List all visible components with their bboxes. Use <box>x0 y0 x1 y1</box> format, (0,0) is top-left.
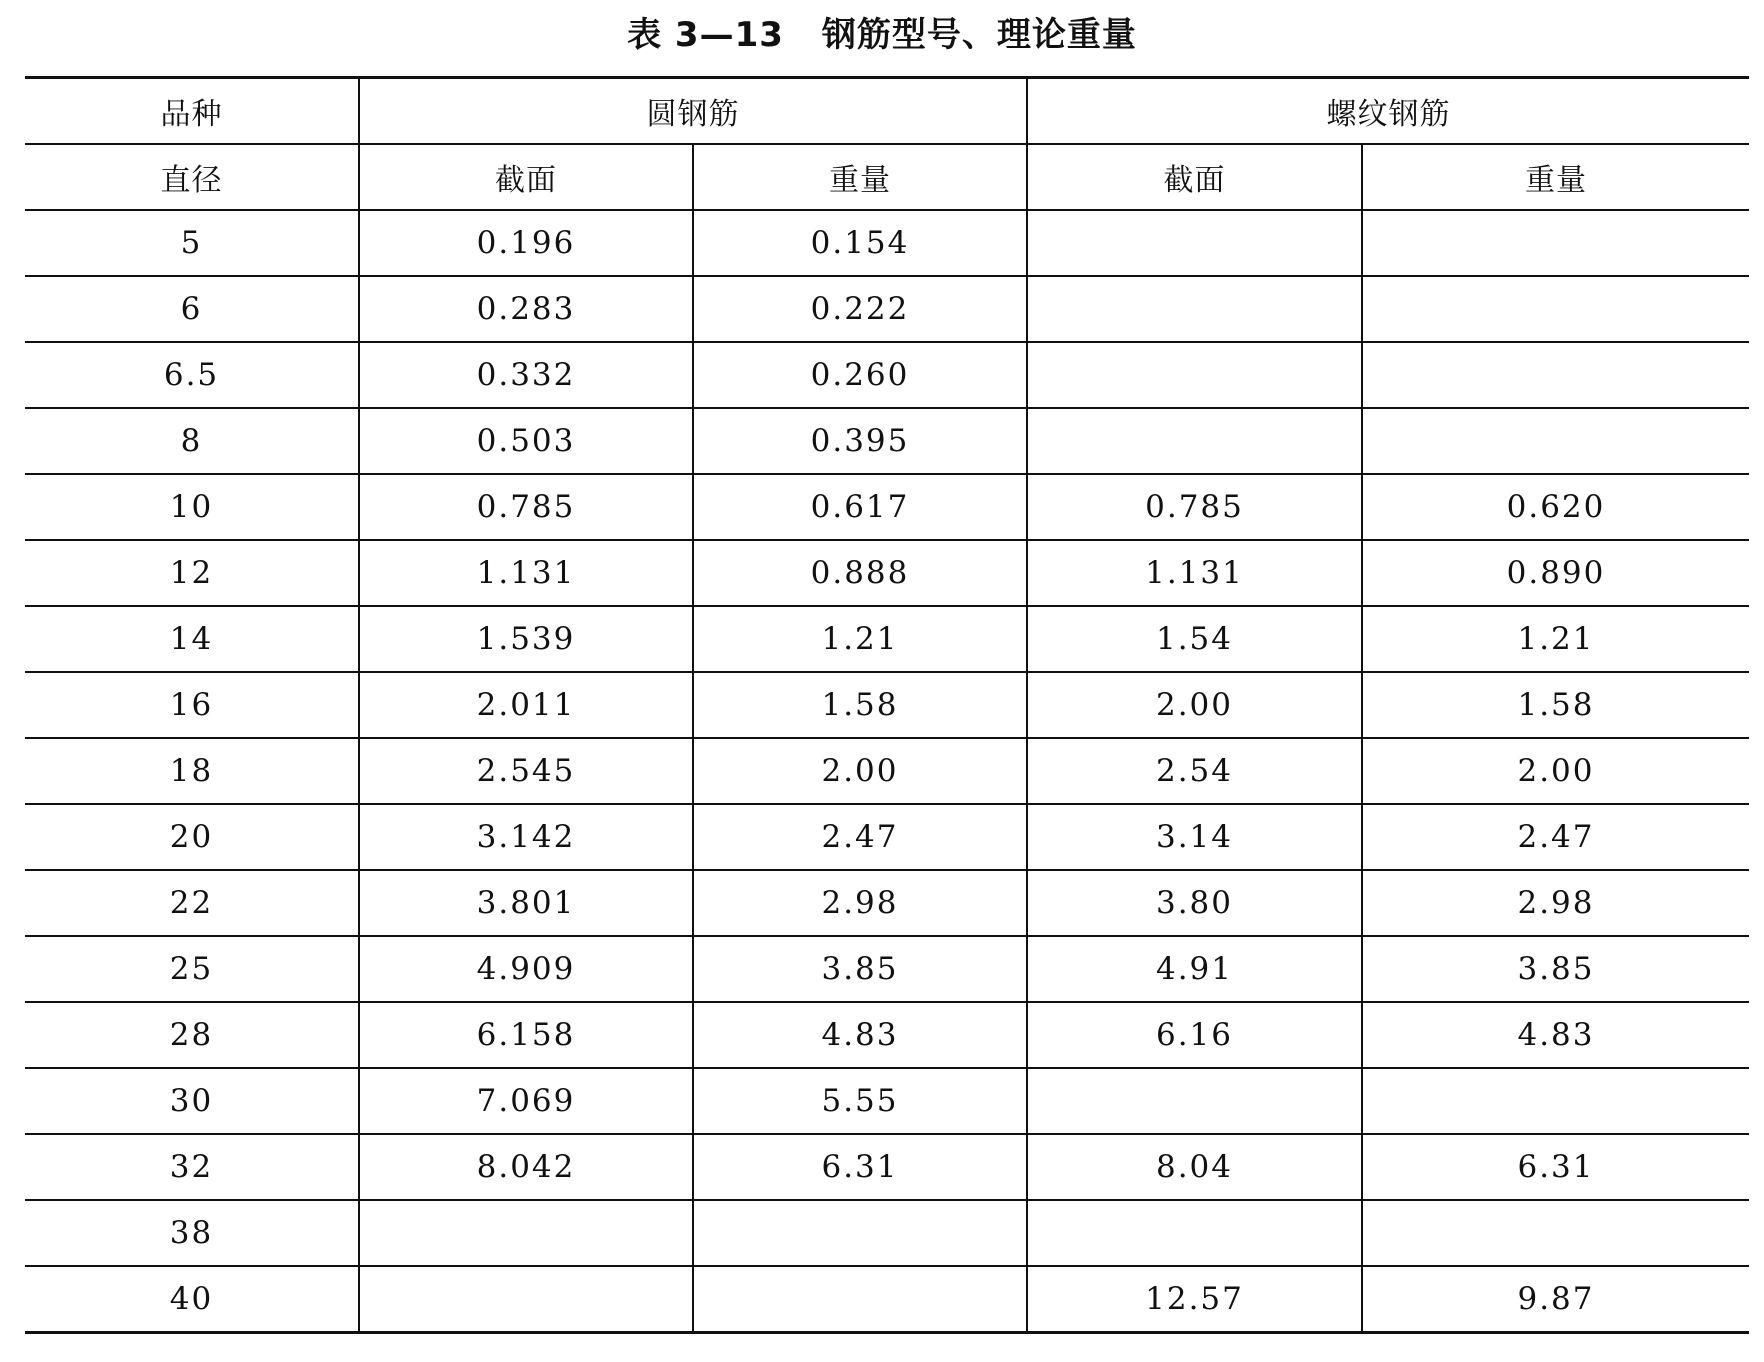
cell-ribbed-weight: 0.890 <box>1362 540 1749 606</box>
cell-diameter: 6 <box>25 276 359 342</box>
cell-round-section <box>359 1266 693 1333</box>
cell-diameter: 32 <box>25 1134 359 1200</box>
table-caption <box>0 10 1764 60</box>
cell-round-weight: 2.98 <box>693 870 1027 936</box>
cell-round-section: 2.545 <box>359 738 693 804</box>
table-row <box>25 342 1749 408</box>
cell-ribbed-section: 6.16 <box>1027 1002 1362 1068</box>
cell-ribbed-section: 0.785 <box>1027 474 1362 540</box>
cell-ribbed-weight: 4.83 <box>1362 1002 1749 1068</box>
cell-ribbed-weight: 1.21 <box>1362 606 1749 672</box>
cell-diameter: 12 <box>25 540 359 606</box>
cell-round-section: 6.158 <box>359 1002 693 1068</box>
table-row <box>25 936 1749 1002</box>
cell-round-weight: 5.55 <box>693 1068 1027 1134</box>
cell-round-weight: 0.154 <box>693 210 1027 276</box>
cell-round-weight: 2.47 <box>693 804 1027 870</box>
cell-round-weight: 0.395 <box>693 408 1027 474</box>
table-row <box>25 672 1749 738</box>
cell-round-section: 0.283 <box>359 276 693 342</box>
cell-round-section: 8.042 <box>359 1134 693 1200</box>
cell-diameter: 10 <box>25 474 359 540</box>
cell-ribbed-section: 2.00 <box>1027 672 1362 738</box>
cell-ribbed-section: 4.91 <box>1027 936 1362 1002</box>
header-row-groups <box>25 78 1749 145</box>
cell-round-section: 4.909 <box>359 936 693 1002</box>
header-ribbed-section: 截面 <box>1027 144 1362 210</box>
table-row <box>25 540 1749 606</box>
cell-diameter: 25 <box>25 936 359 1002</box>
cell-round-weight: 3.85 <box>693 936 1027 1002</box>
cell-ribbed-section <box>1027 408 1362 474</box>
cell-round-section: 1.131 <box>359 540 693 606</box>
cell-round-section <box>359 1200 693 1266</box>
table-row <box>25 276 1749 342</box>
cell-ribbed-weight: 2.00 <box>1362 738 1749 804</box>
cell-ribbed-section <box>1027 1068 1362 1134</box>
cell-round-section: 1.539 <box>359 606 693 672</box>
table-row <box>25 738 1749 804</box>
cell-ribbed-section: 1.54 <box>1027 606 1362 672</box>
cell-diameter: 5 <box>25 210 359 276</box>
cell-diameter: 38 <box>25 1200 359 1266</box>
rebar-weight-table <box>25 76 1749 1334</box>
table-number: 表 3—13 <box>627 15 784 55</box>
cell-round-weight: 2.00 <box>693 738 1027 804</box>
cell-diameter: 16 <box>25 672 359 738</box>
cell-round-weight: 0.617 <box>693 474 1027 540</box>
cell-round-section: 0.785 <box>359 474 693 540</box>
table-row <box>25 1134 1749 1200</box>
cell-round-weight: 0.888 <box>693 540 1027 606</box>
cell-diameter: 22 <box>25 870 359 936</box>
table-row <box>25 870 1749 936</box>
cell-round-section: 0.503 <box>359 408 693 474</box>
cell-ribbed-weight: 9.87 <box>1362 1266 1749 1333</box>
cell-round-section: 7.069 <box>359 1068 693 1134</box>
cell-ribbed-section <box>1027 276 1362 342</box>
cell-round-weight: 0.222 <box>693 276 1027 342</box>
cell-ribbed-weight <box>1362 408 1749 474</box>
cell-ribbed-weight <box>1362 276 1749 342</box>
table-row <box>25 1002 1749 1068</box>
cell-round-section: 3.142 <box>359 804 693 870</box>
table-row <box>25 804 1749 870</box>
header-row-fields <box>25 144 1749 210</box>
cell-ribbed-section <box>1027 210 1362 276</box>
cell-ribbed-weight: 1.58 <box>1362 672 1749 738</box>
cell-diameter: 20 <box>25 804 359 870</box>
cell-ribbed-weight: 0.620 <box>1362 474 1749 540</box>
cell-diameter: 6.5 <box>25 342 359 408</box>
table-header <box>25 78 1749 211</box>
cell-round-section: 2.011 <box>359 672 693 738</box>
cell-ribbed-weight <box>1362 1200 1749 1266</box>
cell-round-weight: 1.58 <box>693 672 1027 738</box>
cell-ribbed-section: 2.54 <box>1027 738 1362 804</box>
cell-diameter: 30 <box>25 1068 359 1134</box>
cell-ribbed-section: 8.04 <box>1027 1134 1362 1200</box>
cell-ribbed-weight <box>1362 210 1749 276</box>
cell-round-weight: 4.83 <box>693 1002 1027 1068</box>
cell-ribbed-section <box>1027 1200 1362 1266</box>
table-row <box>25 606 1749 672</box>
table-row <box>25 1068 1749 1134</box>
cell-round-section: 0.196 <box>359 210 693 276</box>
cell-round-weight: 0.260 <box>693 342 1027 408</box>
cell-round-section: 0.332 <box>359 342 693 408</box>
cell-diameter: 8 <box>25 408 359 474</box>
header-round-rebar: 圆钢筋 <box>359 78 1027 145</box>
table-row <box>25 408 1749 474</box>
cell-ribbed-section: 1.131 <box>1027 540 1362 606</box>
cell-ribbed-weight: 2.47 <box>1362 804 1749 870</box>
header-round-weight: 重量 <box>693 144 1027 210</box>
cell-ribbed-weight: 2.98 <box>1362 870 1749 936</box>
cell-ribbed-section <box>1027 342 1362 408</box>
cell-ribbed-section: 3.14 <box>1027 804 1362 870</box>
cell-diameter: 40 <box>25 1266 359 1333</box>
table-row <box>25 210 1749 276</box>
table-row <box>25 1266 1749 1333</box>
table-title: 钢筋型号、理论重量 <box>821 15 1137 55</box>
cell-ribbed-weight <box>1362 342 1749 408</box>
header-diameter: 直径 <box>25 144 359 210</box>
cell-diameter: 18 <box>25 738 359 804</box>
table-body <box>25 210 1749 1333</box>
cell-ribbed-weight <box>1362 1068 1749 1134</box>
header-variety: 品种 <box>160 97 223 132</box>
cell-ribbed-weight: 6.31 <box>1362 1134 1749 1200</box>
cell-diameter: 14 <box>25 606 359 672</box>
cell-ribbed-section: 3.80 <box>1027 870 1362 936</box>
table-row <box>25 1200 1749 1266</box>
header-ribbed-weight: 重量 <box>1362 144 1749 210</box>
cell-round-weight <box>693 1200 1027 1266</box>
cell-round-weight: 6.31 <box>693 1134 1027 1200</box>
cell-ribbed-section: 12.57 <box>1027 1266 1362 1333</box>
header-round-section: 截面 <box>359 144 693 210</box>
cell-diameter: 28 <box>25 1002 359 1068</box>
table-row <box>25 474 1749 540</box>
cell-round-section: 3.801 <box>359 870 693 936</box>
cell-ribbed-weight: 3.85 <box>1362 936 1749 1002</box>
cell-round-weight <box>693 1266 1027 1333</box>
header-ribbed-rebar: 螺纹钢筋 <box>1027 78 1749 145</box>
cell-round-weight: 1.21 <box>693 606 1027 672</box>
